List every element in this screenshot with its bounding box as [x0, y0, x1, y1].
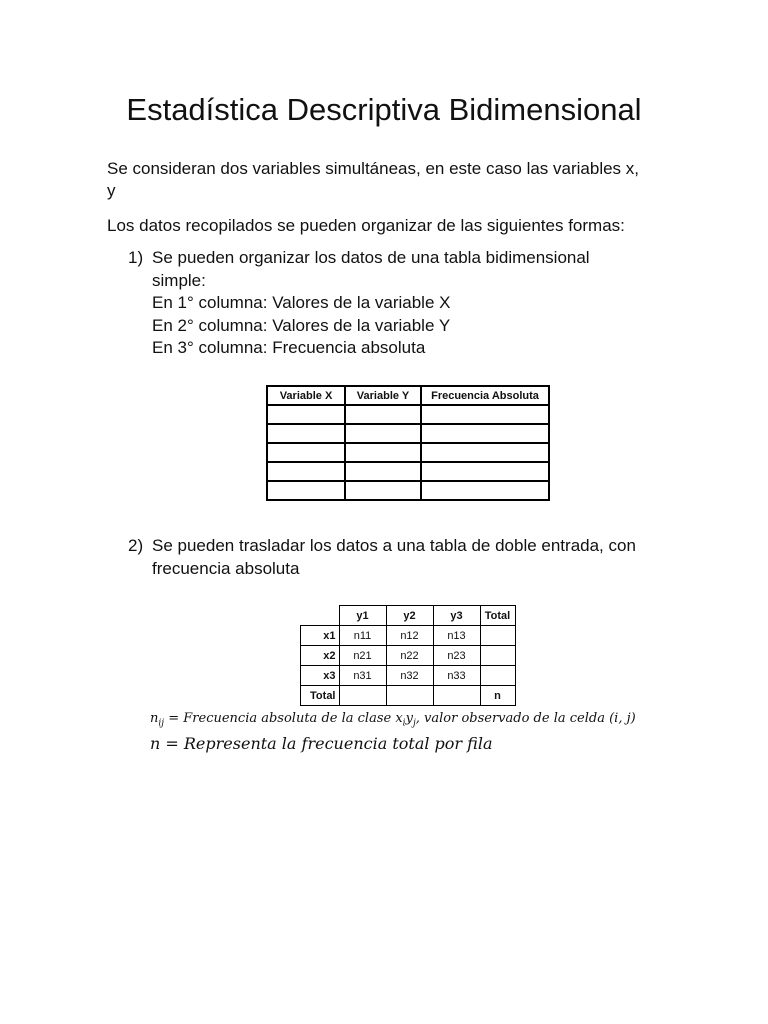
item2-line-2: frecuencia absoluta — [152, 558, 300, 578]
formula-sub-j: j — [412, 718, 416, 729]
header-y3: y3 — [433, 606, 480, 626]
cell-total-y2 — [386, 686, 433, 706]
table-row — [267, 462, 549, 481]
cell-n23: n23 — [433, 646, 480, 666]
row-label-x2: x2 — [301, 646, 340, 666]
header-y2: y2 — [386, 606, 433, 626]
intro-line-2: y — [107, 181, 116, 200]
organize-paragraph: Los datos recopilados se pueden organizar de las siguientes formas: — [107, 216, 625, 235]
formula-sub-i: i — [402, 718, 406, 729]
cell-total-x2 — [480, 646, 515, 666]
header-total: Total — [480, 606, 515, 626]
row-label-x3: x3 — [301, 666, 340, 686]
table-header-row — [301, 606, 516, 626]
item1-line-1: Se pueden organizar los datos de una tabla bidimensional — [152, 248, 590, 267]
formula-text: = Frecuencia absoluta de la clase x — [164, 711, 403, 726]
cell-n13: n13 — [433, 626, 480, 646]
formula-n-total: n = Representa la frecuencia total por fila — [150, 734, 493, 753]
table-row — [267, 424, 549, 443]
cell-total-x1 — [480, 626, 515, 646]
cell-grand-total: n — [480, 686, 515, 706]
list-number-1: 1) — [128, 248, 144, 267]
item2-line-1: Se pueden trasladar los datos a una tabla de doble entrada, con — [152, 536, 636, 555]
cell-n33: n33 — [433, 666, 480, 686]
table-header-row — [267, 386, 549, 405]
table-row — [267, 405, 549, 424]
contingency-table — [300, 605, 516, 706]
cell-total-y1 — [339, 686, 386, 706]
corner-cell — [301, 606, 340, 626]
row-label-x1: x1 — [301, 626, 340, 646]
list-number-2: 2) — [128, 536, 144, 555]
table-row — [301, 626, 516, 646]
row-label-total: Total — [301, 686, 340, 706]
table-row — [301, 666, 516, 686]
cell-n32: n32 — [386, 666, 433, 686]
table-row — [267, 481, 549, 500]
table-row — [301, 646, 516, 666]
item1-line-3: En 1° columna: Valores de la variable X — [152, 293, 451, 312]
intro-line-1: Se consideran dos variables simultáneas, en este caso las variables x, — [107, 159, 640, 178]
table-row — [267, 443, 549, 462]
formula-n: n — [150, 711, 159, 726]
formula-nij — [150, 711, 636, 729]
item1-line-2: simple: — [152, 270, 206, 290]
table-row — [301, 686, 516, 706]
header-variable-y: Variable Y — [345, 386, 421, 405]
page-title: Estadística Descriptiva Bidimensional — [126, 92, 642, 127]
simple-table — [266, 385, 550, 501]
cell-n22: n22 — [386, 646, 433, 666]
item1-line-4: En 2° columna: Valores de la variable Y — [152, 315, 451, 335]
item1-line-5: En 3° columna: Frecuencia absoluta — [152, 338, 426, 357]
header-variable-x: Variable X — [267, 386, 345, 405]
header-y1: y1 — [339, 606, 386, 626]
cell-n21: n21 — [339, 646, 386, 666]
cell-n31: n31 — [339, 666, 386, 686]
formula-rest: , valor observado de la celda (i, j) — [415, 711, 636, 726]
cell-n11: n11 — [339, 626, 386, 646]
cell-total-x3 — [480, 666, 515, 686]
cell-total-y3 — [433, 686, 480, 706]
header-frecuencia: Frecuencia Absoluta — [421, 386, 549, 405]
formula-y: y — [405, 711, 413, 726]
intro-paragraph — [107, 158, 667, 202]
cell-n12: n12 — [386, 626, 433, 646]
formula-sub-ij: ij — [158, 718, 165, 729]
